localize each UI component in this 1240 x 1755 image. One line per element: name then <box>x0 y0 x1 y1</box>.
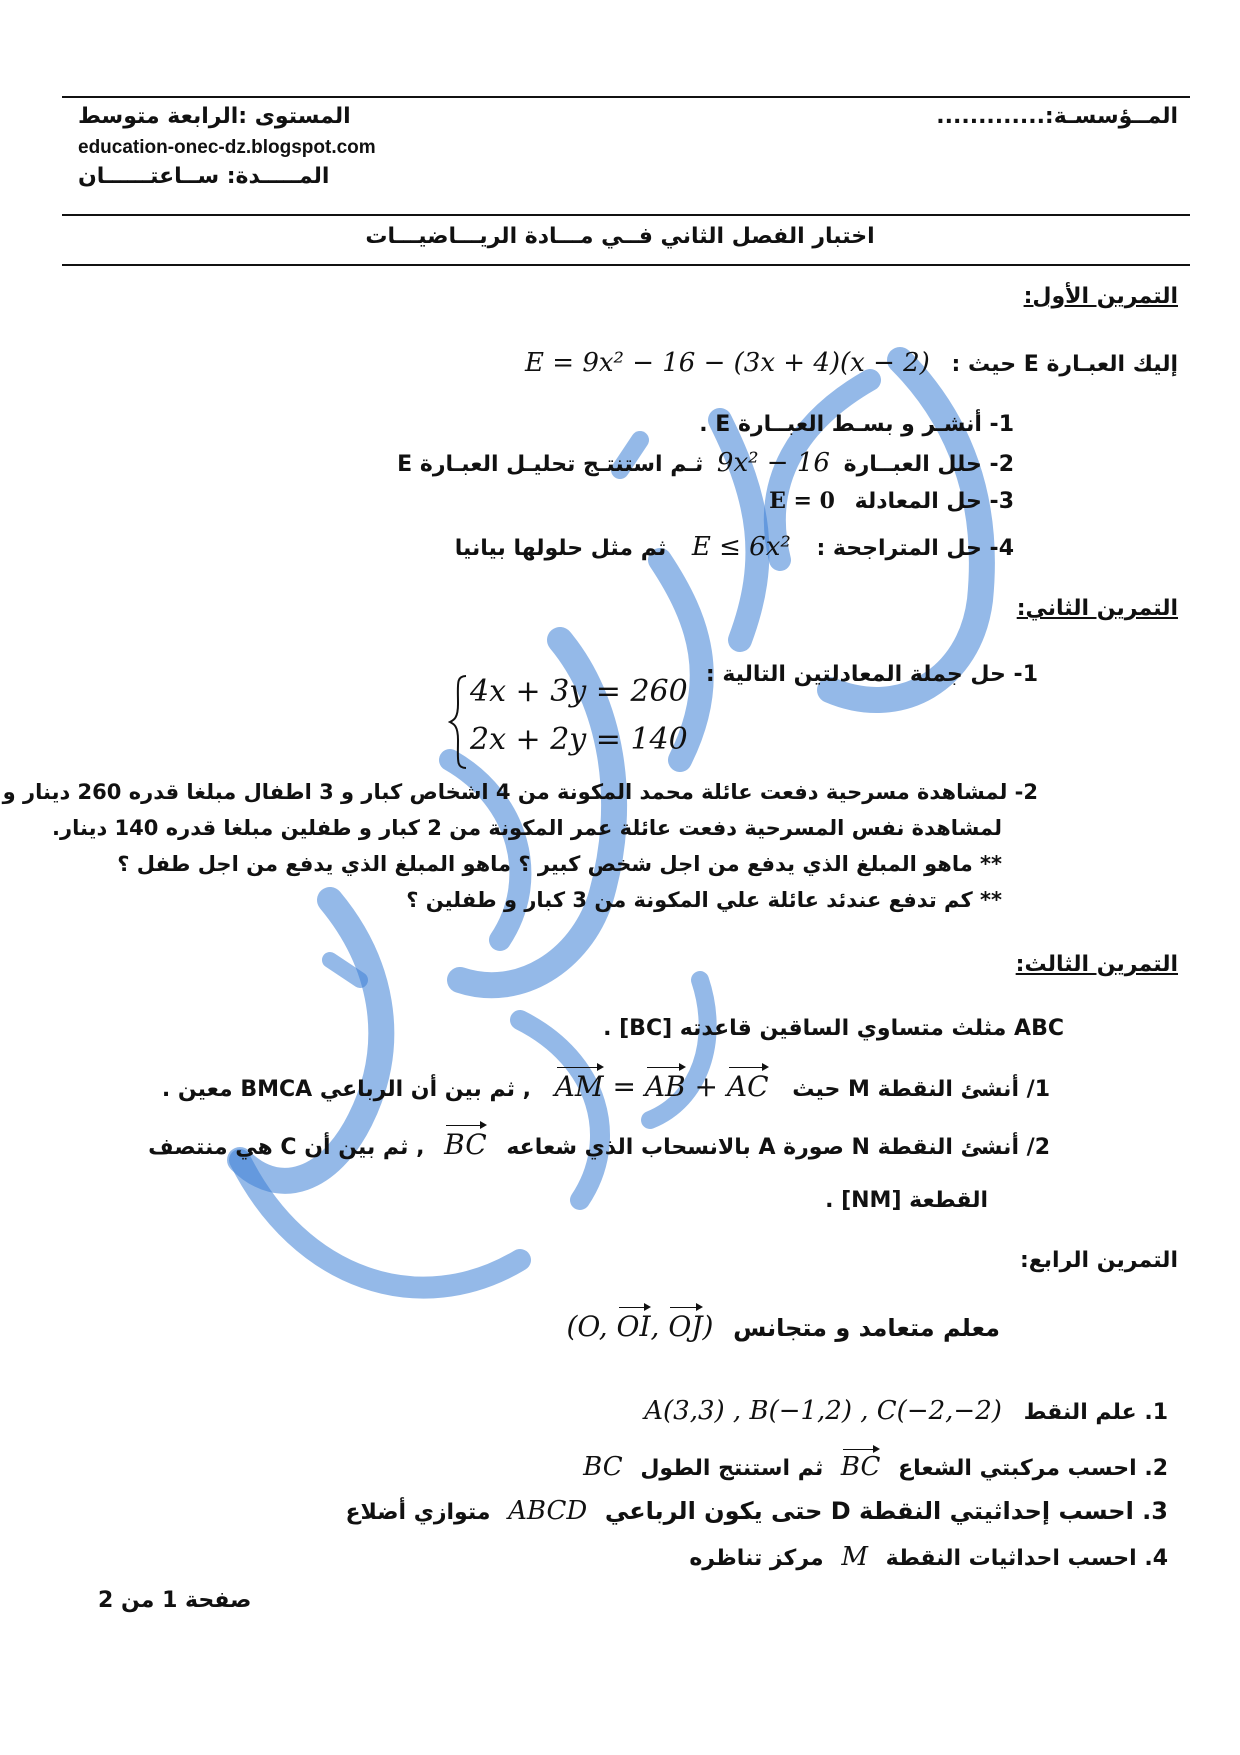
ex1-expression: E = 9x² − 16 − (3x + 4)(x − 2) <box>525 348 930 378</box>
ex4-q2-vector <box>841 1452 880 1482</box>
ex1-intro-text: إليك العبـارة E حيث : <box>951 352 1178 377</box>
ex1-q4 <box>455 532 1014 562</box>
ex1-q2-text-a: 2- حلل العبــارة <box>843 452 1014 477</box>
ex3-q1-text-a: 1/ أنشئ النقطة M حيث <box>792 1077 1050 1102</box>
header-top-rule <box>62 96 1190 98</box>
ex4-q4-text-b: مركز تناظره <box>689 1546 824 1571</box>
ex1-q4-text-b: ثم مثل حلولها بيانيا <box>454 536 667 561</box>
vector-OI: OI <box>616 1310 651 1343</box>
vector-AM: AM <box>554 1070 604 1103</box>
ex3-q2-text-b: , ثم بين أن C هي منتصف <box>148 1135 425 1160</box>
ex4-q4 <box>689 1542 1168 1572</box>
exercise-3-heading: التمرين الثالث: <box>1015 952 1178 977</box>
vector-OJ: OJ <box>668 1310 703 1343</box>
ex4-q2-text-a: 2. احسب مركبتي الشعاع <box>898 1456 1168 1481</box>
ex2-q2-line-2: لمشاهدة نفس المسرحية دفعت عائلة عمر المكونة من 2 كبار و طفلين مبلغا قدره 140 دينار. <box>52 816 1002 840</box>
ex4-q2-length: BC <box>583 1452 623 1482</box>
ex4-q1 <box>644 1396 1168 1426</box>
ex1-q3-expr: E = 0 <box>769 488 835 514</box>
ex2-q2-line-4: ** كم تدفع عندئد عائلة علي المكونة من 3 كبار و طفلين ؟ <box>406 888 1002 912</box>
exercise-2-heading: التمرين الثاني: <box>1016 596 1178 621</box>
ex4-q3 <box>346 1496 1169 1526</box>
vector-BC-2: BC <box>840 1452 881 1482</box>
ex1-q4-expr: E ≤ 6x² <box>691 532 791 562</box>
ex4-q3-quadrilateral: ABCD <box>508 1496 588 1526</box>
level-label: المستوى :الرابعة متوسط <box>78 104 351 129</box>
ex2-equation-1: 4x + 3y = 260 <box>470 674 688 709</box>
ex2-q2-line-3: ** ماهو المبلغ الذي يدفع من اجل شخص كبير ؟ ماهو المبلغ الذي يدفع من اجل طفل ؟ <box>117 852 1002 876</box>
ex1-q4-text-a: 4- حل المتراجحة : <box>816 536 1014 561</box>
ex4-q2-text-b: ثم استنتج الطول <box>640 1456 824 1481</box>
ex4-q3-text-a: 3. احسب إحداثيتي النقطة D حتى يكون الرباعي <box>604 1497 1168 1525</box>
exam-title: اختبار الفصل الثاني فــي مـــادة الريـــاضيـــات <box>365 224 875 249</box>
ex3-q1 <box>162 1070 1050 1103</box>
vector-AB: AB <box>644 1070 686 1103</box>
ex1-q3-text: 3- حل المعادلة <box>854 489 1014 514</box>
ex1-q2-expr: 9x² − 16 <box>716 448 830 478</box>
ex3-q2-text-a: 2/ أنشئ النقطة N صورة A بالانسحاب الذي شعاعه <box>506 1135 1050 1160</box>
ex3-intro: ABC مثلث متساوي الساقين قاعدته [BC] . <box>603 1016 1064 1041</box>
ex4-q4-text-a: 4. احسب احداثيات النقطة <box>885 1546 1168 1571</box>
duration-label: المـــــدة: ســاعتــــــان <box>78 164 330 189</box>
vector-BC: BC <box>444 1128 487 1161</box>
ex2-system <box>448 672 688 772</box>
ex2-q2-line-1: 2- لمشاهدة مسرحية دفعت عائلة محمد المكونة من 4 اشخاص كبار و 3 اطفال مبلغا قدره 260 دينار و <box>2 780 1038 804</box>
ex3-q2 <box>148 1128 1050 1161</box>
exercise-4-heading: التمرين الرابع: <box>1019 1248 1178 1273</box>
ex1-q2 <box>397 448 1014 478</box>
title-bottom-rule <box>62 264 1190 266</box>
exercise-1-heading: التمرين الأول: <box>1023 284 1178 309</box>
website-text: education-onec-dz.blogspot.com <box>78 137 376 158</box>
ex4-intro <box>566 1310 1000 1343</box>
page-number: صفحة 1 من 2 <box>98 1588 252 1613</box>
ex4-intro-text: معلم متعامد و متجانس <box>733 1314 1000 1342</box>
ex3-q2-vector <box>444 1128 487 1161</box>
ex1-intro <box>525 348 1178 378</box>
ex1-q1: 1- أنشـر و بسـط العبــارة E . <box>699 412 1014 437</box>
vector-AC: AC <box>726 1070 769 1103</box>
ex2-q1: 1- حل جملة المعادلتين التالية : <box>705 662 1038 687</box>
ex4-q3-text-b: متوازي أضلاع <box>345 1500 491 1525</box>
frame-origin: O <box>577 1310 599 1343</box>
ex4-q1-points: A(3,3) , B(−1,2) , C(−2,−2) <box>644 1396 1002 1426</box>
ex2-equation-2: 2x + 2y = 140 <box>470 722 688 757</box>
ex4-q4-point: M <box>841 1542 868 1572</box>
ex3-q2-continued: القطعة [NM] . <box>825 1188 988 1213</box>
ex1-q3 <box>769 488 1014 514</box>
system-brace-icon <box>448 674 468 770</box>
institution-label: المــؤسسـة:............. <box>936 104 1178 129</box>
ex4-frame: (O, OI, OJ) <box>566 1310 714 1343</box>
title-top-rule <box>62 214 1190 216</box>
ex1-q2-text-b: ثـم استنتـج تحليـل العبـارة E <box>397 452 704 477</box>
ex4-q2 <box>583 1452 1168 1482</box>
ex4-q1-text: 1. علم النقط <box>1023 1400 1168 1425</box>
ex3-q1-vector-equation: AM = AB + AC <box>554 1070 769 1103</box>
ex3-q1-text-b: , ثم بين أن الرباعي BMCA معين . <box>161 1077 531 1102</box>
